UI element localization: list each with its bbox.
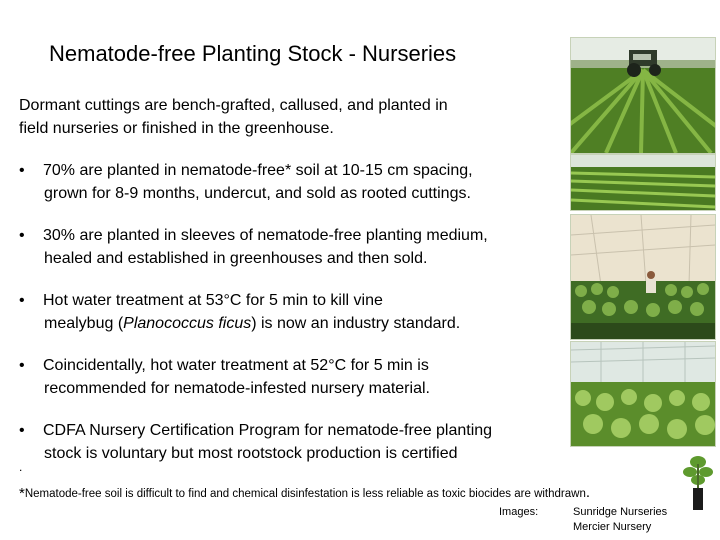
greenhouse-interior-photo: [570, 341, 716, 447]
footnote-text: Nematode-free soil is difficult to find and chemical disinfestation is less reliable as toxic biocides are withdrawn: [24, 488, 586, 500]
bullet-dot: •: [19, 292, 25, 309]
bullet-dot: •: [19, 357, 25, 374]
bullet-dot: •: [19, 422, 25, 439]
intro-line-2: field nurseries or finished in the greenhouse.: [19, 120, 334, 137]
species-name: Planococcus ficus: [123, 315, 252, 332]
bullet-line-2: [43, 312, 573, 335]
bullet-line-1: 70% are planted in nematode-free* soil at 10-15 cm spacing,: [43, 162, 473, 179]
footnote: [19, 484, 590, 502]
bullet-line-2: stock is voluntary but most rootstock production is certified: [44, 445, 458, 462]
bullet-line-2-prefix: mealybug (: [44, 315, 124, 332]
nursery-rows-photo: [570, 154, 716, 211]
bullet-dot: •: [19, 227, 25, 244]
bullet-line-1: Hot water treatment at 53°C for 5 min to kill vine: [43, 292, 383, 309]
intro-paragraph: [19, 94, 539, 140]
bullet-line-2-suffix: ) is now an industry standard.: [251, 315, 461, 332]
slide-title: Nematode-free Planting Stock - Nurseries: [49, 41, 457, 66]
tractor-field-photo: [570, 37, 716, 154]
intro-line-1: Dormant cuttings are bench-grafted, callused, and planted in: [19, 97, 448, 114]
footnote-period: .: [585, 484, 591, 501]
bullet-line-1: Coincidentally, hot water treatment at 52°C for 5 min is: [43, 357, 429, 374]
bullet-line-1: 30% are planted in sleeves of nematode-free planting medium,: [43, 227, 488, 244]
stray-period: .: [19, 460, 23, 474]
potted-plant-image: [682, 452, 714, 512]
image-credit: Sunridge Nurseries: [573, 506, 668, 518]
bullet-line-2: grown for 8-9 months, undercut, and sold as rooted cuttings.: [44, 185, 471, 202]
bullet-line-1: CDFA Nursery Certification Program for nematode-free planting: [43, 422, 493, 439]
footnote-asterisk: *: [19, 485, 25, 502]
image-credit: Mercier Nursery: [573, 521, 652, 533]
greenhouse-worker-photo: [570, 214, 716, 340]
bullet-line-2: recommended for nematode-infested nursery material.: [44, 380, 430, 397]
bullet-dot: •: [19, 162, 25, 179]
bullet-line-2: healed and established in greenhouses and then sold.: [44, 250, 428, 267]
worker-figure: [646, 271, 656, 293]
image-credits-label: Images:: [499, 506, 539, 518]
